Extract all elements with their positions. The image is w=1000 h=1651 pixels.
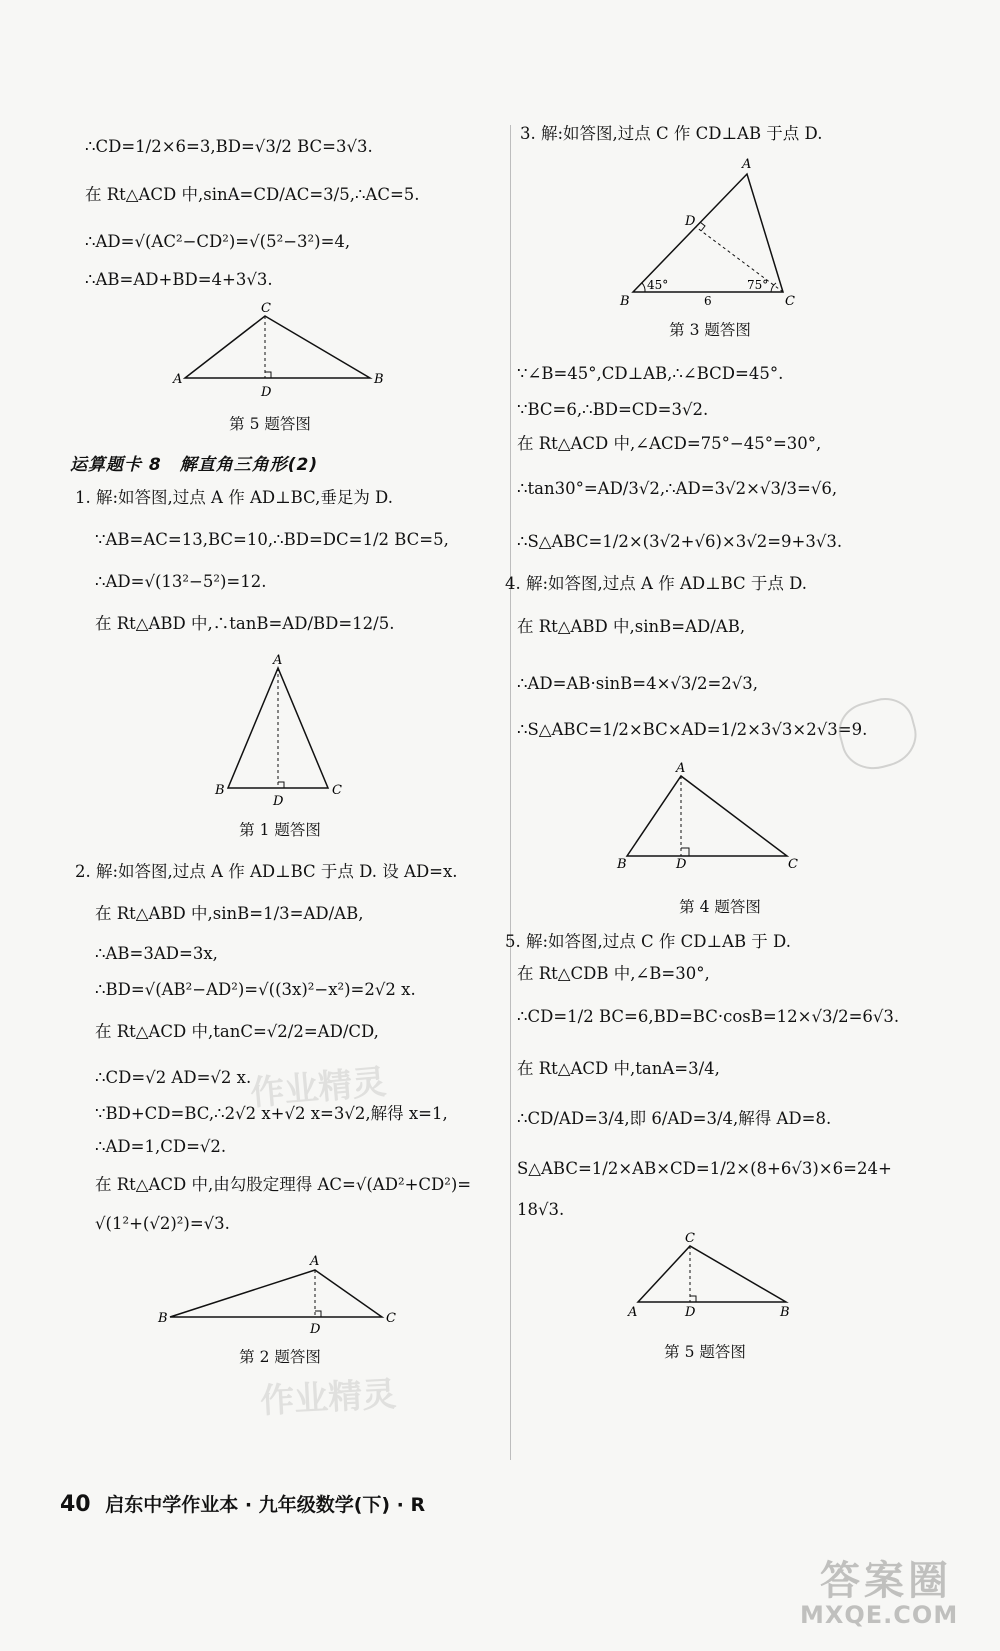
figure-2 — [150, 1245, 410, 1340]
question-3-line: ∴S△ABC=1/2×(3√2+√6)×3√2=9+3√3. — [517, 532, 843, 551]
svg-text:C: C — [788, 857, 798, 872]
question-1-line: 1. 解:如答图,过点 A 作 AD⊥BC,垂足为 D. — [75, 488, 393, 507]
svg-text:D: D — [310, 1322, 321, 1337]
question-2-line: ∴BD=√(AB²−AD²)=√((3x)²−x²)=2√2 x. — [95, 980, 416, 999]
question-3-line: ∵∠B=45°,CD⊥AB,∴∠BCD=45°. — [517, 364, 784, 383]
svg-text:A: A — [628, 1305, 638, 1320]
svg-text:D: D — [261, 385, 272, 400]
figure-5-left — [170, 300, 390, 405]
stamp-mark — [832, 691, 923, 776]
solution-line: ∴AD=√(AC²−CD²)=√(5²−3²)=4, — [85, 232, 351, 251]
svg-text:B: B — [374, 372, 384, 387]
bc-length-label: 6 — [704, 294, 712, 308]
question-3-line: ∴tan30°=AD/3√2,∴AD=3√2×√3/3=√6, — [517, 479, 838, 498]
svg-text:C: C — [685, 1232, 695, 1246]
svg-text:A: A — [742, 157, 752, 172]
question-1-line: ∵AB=AC=13,BC=10,∴BD=DC=1/2 BC=5, — [95, 530, 449, 549]
question-3-line: 在 Rt△ACD 中,∠ACD=75°−45°=30°, — [517, 434, 822, 453]
column-divider — [510, 125, 511, 1460]
svg-text:C: C — [261, 301, 271, 316]
question-2-line: 在 Rt△ACD 中,由勾股定理得 AC=√(AD²+CD²)= — [95, 1175, 472, 1194]
book-title: 启东中学作业本 · 九年级数学(下) · R — [105, 1494, 426, 1516]
svg-text:D: D — [676, 857, 687, 872]
page-footer — [60, 1490, 425, 1517]
site-watermark-logo — [800, 1549, 980, 1639]
question-1-line: ∴AD=√(13²−5²)=12. — [95, 572, 267, 591]
page-number: 40 — [60, 1492, 91, 1517]
figure-1 — [210, 652, 360, 812]
watermark-logo-text: 答案圈 — [820, 1558, 952, 1604]
svg-text:B: B — [780, 1305, 790, 1320]
section-title: 运算题卡 8 解直角三角形(2) — [70, 455, 319, 475]
watermark-logo-url: MXQE.COM — [800, 1601, 959, 1629]
figure-4 — [615, 758, 805, 873]
svg-text:B: B — [215, 783, 225, 798]
question-5-line: ∴CD=1/2 BC=6,BD=BC·cosB=12×√3/2=6√3. — [517, 1007, 900, 1026]
question-5-line: ∴CD/AD=3/4,即 6/AD=3/4,解得 AD=8. — [517, 1109, 832, 1128]
solution-line: 在 Rt△ACD 中,sinA=CD/AC=3/5,∴AC=5. — [85, 185, 420, 204]
question-2-line: 2. 解:如答图,过点 A 作 AD⊥BC 于点 D. 设 AD=x. — [75, 862, 458, 881]
question-2-line: 在 Rt△ABD 中,sinB=1/3=AD/AB, — [95, 904, 364, 923]
question-5-line: 在 Rt△ACD 中,tanA=3/4, — [517, 1059, 720, 1078]
figure-caption: 第 3 题答图 — [669, 321, 751, 339]
svg-text:A: A — [676, 761, 686, 776]
question-2-line: √(1²+(√2)²)=√3. — [95, 1214, 230, 1233]
svg-text:A: A — [273, 653, 283, 668]
question-4-line: 4. 解:如答图,过点 A 作 AD⊥BC 于点 D. — [505, 574, 808, 593]
question-3-line: ∵BC=6,∴BD=CD=3√2. — [517, 400, 709, 419]
question-4-line: ∴S△ABC=1/2×BC×AD=1/2×3√3×2√3=9. — [517, 720, 868, 739]
question-4-line: ∴AD=AB·sinB=4×√3/2=2√3, — [517, 674, 759, 693]
svg-text:A: A — [173, 372, 183, 387]
question-2-line: 在 Rt△ACD 中,tanC=√2/2=AD/CD, — [95, 1022, 379, 1041]
question-1-line: 在 Rt△ABD 中,∴tanB=AD/BD=12/5. — [95, 614, 395, 633]
question-5-line: S△ABC=1/2×AB×CD=1/2×(8+6√3)×6=24+ — [517, 1159, 892, 1178]
figure-3 — [615, 152, 805, 312]
svg-text:B: B — [617, 857, 627, 872]
svg-text:D: D — [273, 794, 284, 809]
svg-text:D: D — [685, 214, 696, 229]
solution-line: ∴AB=AD+BD=4+3√3. — [85, 270, 273, 289]
figure-caption: 第 5 题答图 — [664, 1343, 746, 1361]
angle-c-label: 75° — [747, 278, 769, 292]
svg-text:C: C — [386, 1311, 396, 1326]
question-5-line: 5. 解:如答图,过点 C 作 CD⊥AB 于 D. — [505, 932, 791, 951]
figure-caption: 第 1 题答图 — [239, 821, 321, 839]
question-5-line: 18√3. — [517, 1200, 565, 1219]
watermark-text: 作业精灵 — [259, 1374, 398, 1422]
svg-text:B: B — [620, 294, 630, 309]
solution-line: ∴CD=1/2×6=3,BD=√3/2 BC=3√3. — [85, 137, 373, 156]
svg-text:C: C — [332, 783, 342, 798]
svg-text:D: D — [685, 1305, 696, 1320]
question-2-line: ∵BD+CD=BC,∴2√2 x+√2 x=3√2,解得 x=1, — [95, 1104, 448, 1123]
question-4-line: 在 Rt△ABD 中,sinB=AD/AB, — [517, 617, 746, 636]
question-2-line: ∴AB=3AD=3x, — [95, 944, 218, 963]
angle-b-label: 45° — [647, 278, 669, 292]
watermark-text: 作业精灵 — [248, 1062, 388, 1114]
figure-caption: 第 2 题答图 — [239, 1348, 321, 1366]
question-3-line: 3. 解:如答图,过点 C 作 CD⊥AB 于点 D. — [520, 124, 823, 143]
question-2-line: ∴AD=1,CD=√2. — [95, 1137, 227, 1156]
svg-text:C: C — [785, 294, 795, 309]
svg-text:B: B — [158, 1311, 168, 1326]
figure-5-right — [620, 1232, 800, 1327]
question-2-line: ∴CD=√2 AD=√2 x. — [95, 1068, 252, 1087]
svg-text:A: A — [310, 1254, 320, 1269]
question-5-line: 在 Rt△CDB 中,∠B=30°, — [517, 964, 710, 983]
figure-caption: 第 5 题答图 — [229, 415, 311, 433]
figure-caption: 第 4 题答图 — [679, 898, 761, 916]
